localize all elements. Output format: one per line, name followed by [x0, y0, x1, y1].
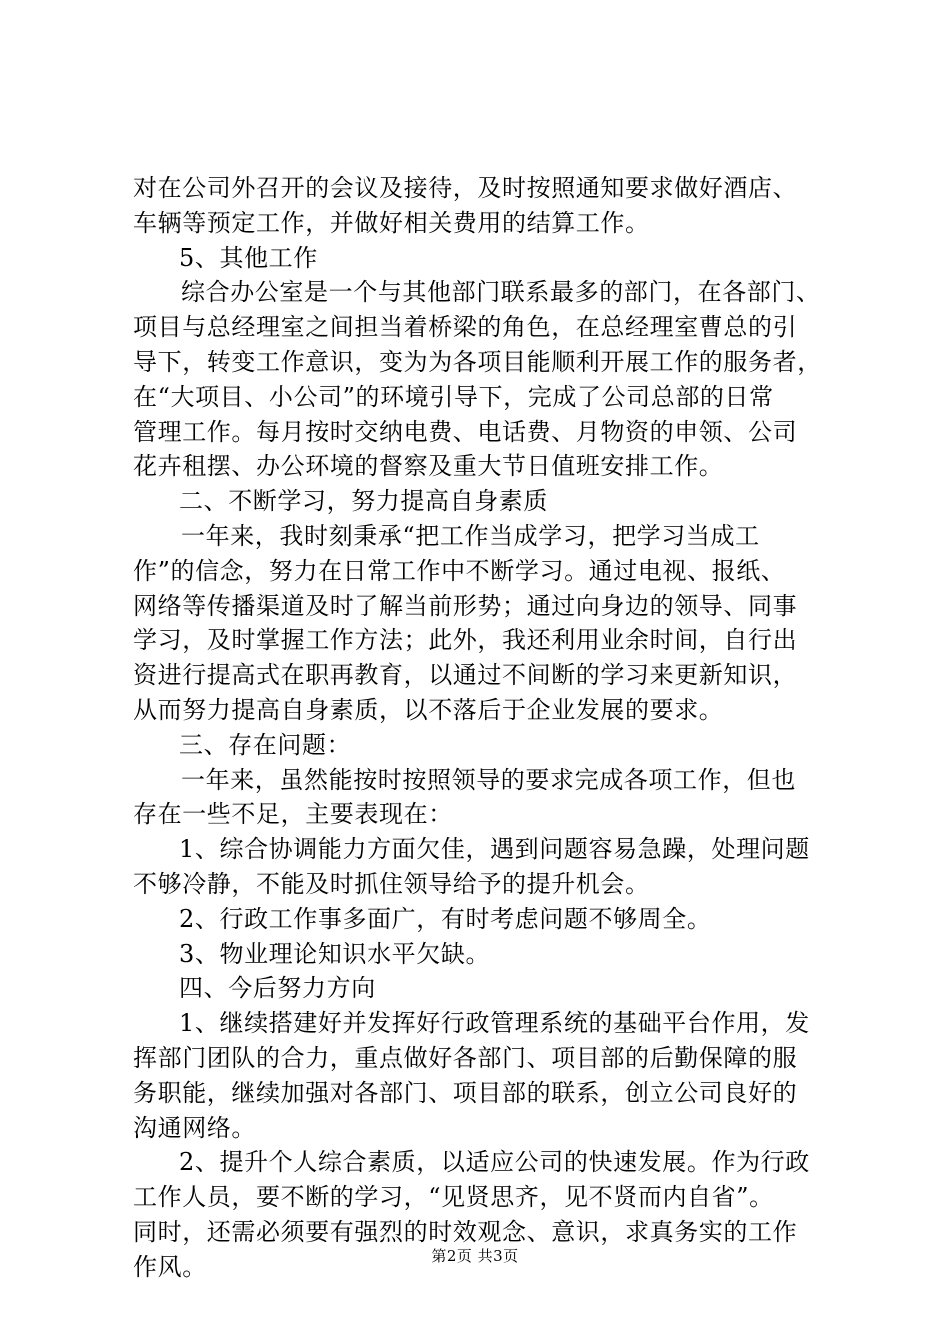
text-line: 在“大项目、小公司”的环境引导下，完成了公司总部的日常 [133, 382, 774, 411]
text-line: 一年来，我时刻秉承“把工作当成学习，把学习当成工 [181, 521, 760, 550]
text-line: 2、行政工作事多面广，有时考虑问题不够周全。 [179, 904, 712, 933]
section-heading: 二、不断学习，努力提高自身素质 [179, 487, 548, 516]
text-line: 对在公司外召开的会议及接待，及时按照通知要求做好酒店、 [133, 174, 798, 202]
text-line: 一年来，虽然能按时按照领导的要求完成各项工作，但也 [181, 765, 796, 794]
text-line: 导下，转变工作意识，变为为各项目能顺利开展工作的服务者， [133, 347, 822, 376]
document-body [133, 171, 833, 1285]
text-line: 学习，及时掌握工作方法；此外，我还利用业余时间，自行出 [133, 626, 798, 655]
text-line: 1、综合协调能力方面欠佳，遇到问题容易急躁，处理问题 [179, 835, 810, 864]
text-line: 作风。 [133, 1252, 207, 1281]
text-line: 项目与总经理室之间担当着桥梁的角色，在总经理室曹总的引 [133, 313, 798, 342]
page-footer: 第2页 共3页 [431, 1247, 519, 1265]
text-line: 2、提升个人综合素质，以适应公司的快速发展。作为行政 [179, 1148, 810, 1177]
text-line: 不够冷静，不能及时抓住领导给予的提升机会。 [133, 869, 650, 898]
text-line: 管理工作。每月按时交纳电费、电话费、月物资的申领、公司 [133, 417, 798, 446]
text-line: 网络等传播渠道及时了解当前形势；通过向身边的领导、同事 [133, 591, 798, 620]
text-line: 从而努力提高自身素质，以不落后于企业发展的要求。 [133, 695, 724, 724]
text-line: 综合办公室是一个与其他部门联系最多的部门，在各部门、 [181, 278, 821, 307]
text-line: 存在一些不足，主要表现在： [133, 800, 453, 829]
text-line: 务职能，继续加强对各部门、项目部的联系，创立公司良好的 [133, 1078, 798, 1107]
text-line: 3、物业理论知识水平欠缺。 [179, 939, 491, 968]
text-line: 资进行提高式在职再教育，以通过不间断的学习来更新知识， [133, 661, 798, 690]
text-line: 车辆等预定工作，并做好相关费用的结算工作。 [133, 208, 650, 237]
section-heading: 5、其他工作 [179, 243, 318, 272]
section-heading: 四、今后努力方向 [179, 974, 376, 1003]
text-line: 工作人员，要不断的学习，“见贤思齐，见不贤而内自省”。 [133, 1183, 774, 1212]
text-line: 挥部门团队的合力，重点做好各部门、项目部的后勤保障的服 [133, 1043, 798, 1072]
section-heading: 三、存在问题： [179, 730, 352, 759]
text-line: 作”的信念，努力在日常工作中不断学习。通过电视、报纸、 [133, 556, 786, 585]
text-line: 同时，还需必须要有强烈的时效观念、意识，求真务实的工作 [133, 1217, 798, 1246]
text-line: 1、继续搭建好并发挥好行政管理系统的基础平台作用，发 [179, 1009, 810, 1038]
text-line: 花卉租摆、办公环境的督察及重大节日值班安排工作。 [133, 452, 724, 481]
text-line: 沟通网络。 [133, 1113, 256, 1142]
